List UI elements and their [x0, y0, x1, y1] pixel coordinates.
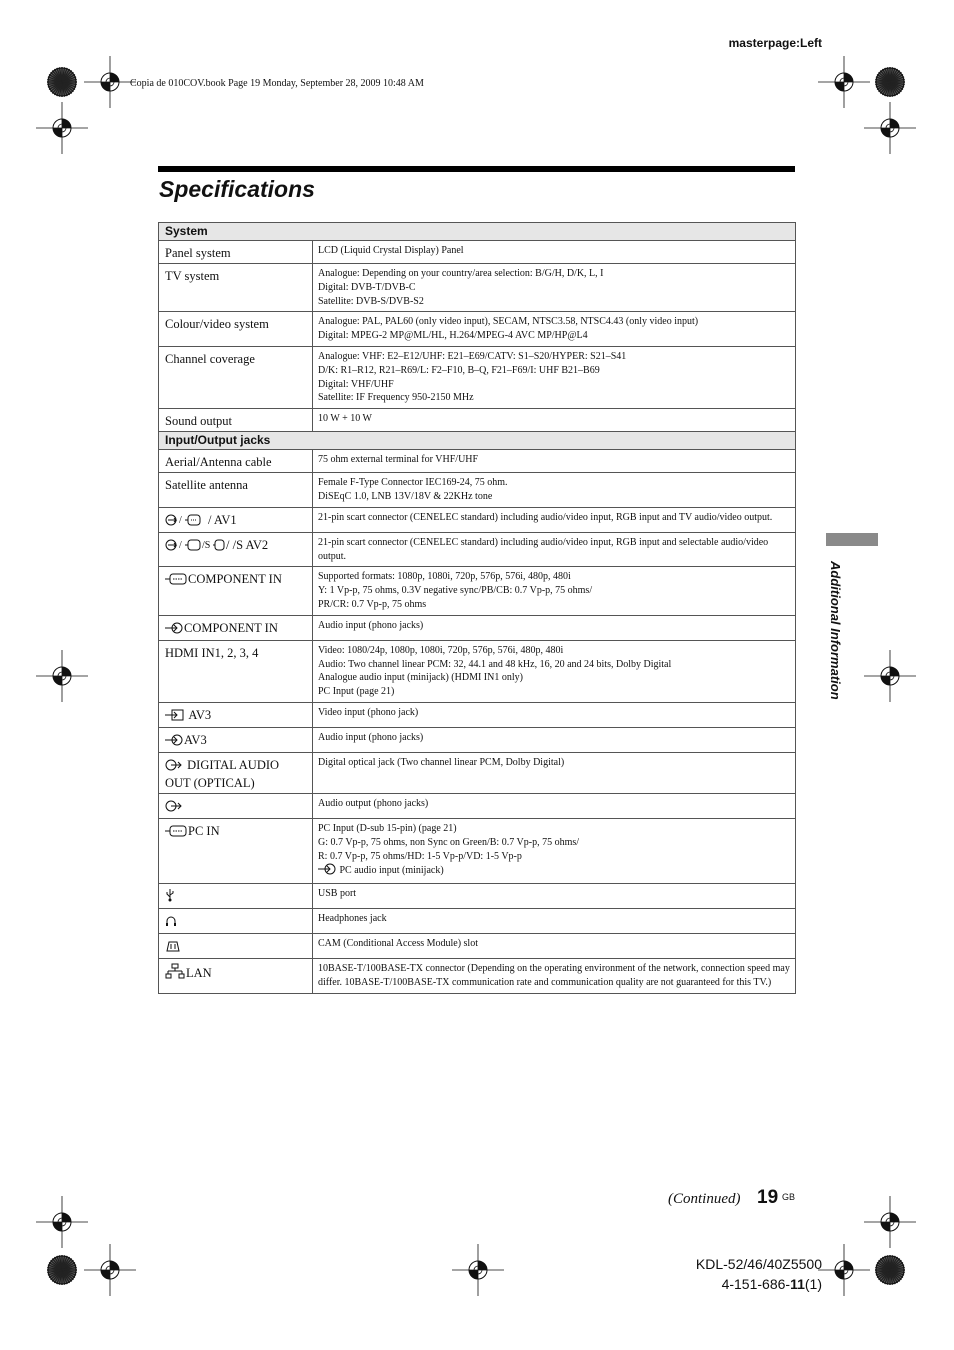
spec-row: [159, 702, 796, 727]
spec-label-text: DIGITAL AUDIO OUT (OPTICAL): [165, 757, 280, 790]
spec-value-line: PC audio input (minijack): [318, 863, 790, 880]
spec-label-text: / AV1: [208, 512, 237, 527]
spec-label: [159, 959, 313, 994]
spec-label: [159, 409, 313, 432]
spec-value-line: Supported formats: 1080p, 1080i, 720p, 576p, 576i, 480p, 480i: [318, 571, 571, 583]
spec-label: [159, 934, 313, 959]
section-title: Input/Output jacks: [159, 432, 796, 450]
pc-input-icon: [165, 825, 187, 841]
audio-output-icon: [165, 759, 183, 775]
spec-label-text: / /S AV2: [226, 537, 269, 552]
cam-slot-icon: [165, 940, 181, 956]
side-tab-label: Additional Information: [828, 561, 843, 700]
spec-label-text: PC IN: [188, 823, 220, 838]
spec-row: [159, 909, 796, 934]
spec-value-line: LCD (Liquid Crystal Display) Panel: [318, 245, 464, 256]
usb-icon: [165, 888, 175, 906]
spec-row: [159, 727, 796, 752]
spec-value: [313, 346, 796, 408]
registration-mark-icon: [84, 1244, 136, 1301]
spec-value-line: Audio output (phono jacks): [318, 797, 429, 809]
spec-value: [313, 909, 796, 934]
color-target-icon: [875, 1255, 905, 1290]
page-number: 19: [757, 1187, 779, 1208]
spec-value-line: 10 W + 10 W: [318, 413, 372, 425]
svg-text:/: /: [179, 539, 182, 551]
headphones-icon: [165, 915, 177, 931]
spec-label: [159, 346, 313, 408]
spec-value: [313, 567, 796, 615]
color-target-icon: [47, 1255, 77, 1290]
spec-value-line: Analogue: PAL, PAL60 (only video input), SECAM, NTSC3.58, NTSC4.43 (only video input): [318, 316, 699, 328]
spec-value-line: Satellite: IF Frequency 950-2150 MHz: [318, 392, 474, 404]
spec-row: [159, 818, 796, 883]
spec-value-line: Digital: DVB-T/DVB-C: [318, 281, 416, 293]
registration-mark-icon: [864, 650, 916, 707]
audio-output-icon: [165, 800, 183, 816]
spec-label: [159, 450, 313, 473]
scart-svideo-icon: [165, 539, 225, 555]
section-header-row: [159, 432, 796, 450]
part-number: 4-151-686-11(1): [721, 1276, 822, 1292]
spec-label: [159, 752, 313, 793]
spec-label: [159, 640, 313, 702]
spec-label: [159, 702, 313, 727]
spec-value-line: 21-pin scart connector (CENELEC standard) including audio/video input, RGB input and selectable audio/video output.: [318, 536, 769, 562]
spec-value: [313, 818, 796, 883]
spec-value-line: Analogue: VHF: E2–E12/UHF: E21–E69/CATV: S1–S20/HYPER: S21–S41: [318, 350, 627, 362]
spec-row: [159, 312, 796, 347]
spec-row: [159, 346, 796, 408]
spec-row: [159, 959, 796, 994]
spec-value-line: Video: 1080/24p, 1080p, 1080i, 720p, 576p, 576i, 480p, 480i: [318, 644, 564, 656]
spec-label-text: Colour/video system: [165, 317, 269, 332]
registration-mark-icon: [36, 650, 88, 707]
spec-label: [159, 615, 313, 640]
spec-value-line: PR/CR: 0.7 Vp-p, 75 ohms: [318, 598, 427, 610]
spec-row: [159, 409, 796, 432]
component-video-icon: [165, 573, 187, 589]
spec-value: [313, 312, 796, 347]
spec-value: [313, 702, 796, 727]
spec-value-line: Analogue audio input (minijack) (HDMI IN1 only): [318, 672, 523, 684]
specifications-table: [158, 222, 796, 994]
spec-label: [159, 727, 313, 752]
audio-input-icon: [165, 734, 183, 750]
spec-row: [159, 640, 796, 702]
spec-value-line: Analogue: Depending on your country/area selection: B/G/H, D/K, L, I: [318, 268, 604, 279]
spec-label-text: TV system: [165, 269, 220, 283]
spec-label: [159, 312, 313, 347]
spec-value: [313, 532, 796, 567]
spec-value-line: PC Input (D-sub 15-pin) (page 21): [318, 822, 457, 834]
spec-value-line: DiSEqC 1.0, LNB 13V/18V & 22KHz tone: [318, 490, 493, 502]
spec-label-text: AV3: [186, 707, 212, 722]
spec-value: [313, 752, 796, 793]
section-title: System: [159, 223, 796, 241]
scart-inout-icon: [165, 514, 207, 530]
spec-value-line: 21-pin scart connector (CENELEC standard) including audio/video input, RGB input and TV audio/video output.: [318, 511, 773, 523]
color-target-icon: [47, 67, 77, 102]
spec-value: [313, 640, 796, 702]
svg-text:/S: /S: [202, 539, 211, 551]
file-info: Copia de 010COV.book Page 19 Monday, September 28, 2009 10:48 AM: [130, 78, 424, 89]
spec-value-line: Digital: VHF/UHF: [318, 378, 394, 390]
video-input-icon: [165, 709, 185, 725]
side-tab: [826, 561, 848, 721]
spec-label-text: COMPONENT IN: [188, 572, 282, 587]
spec-value-line: CAM (Conditional Access Module) slot: [318, 938, 478, 950]
spec-row: [159, 507, 796, 532]
spec-label-text: Satellite antenna: [165, 478, 248, 493]
svg-text:/: /: [179, 514, 182, 526]
spec-value: [313, 450, 796, 473]
audio-input-icon: [165, 622, 183, 638]
spec-label: [159, 909, 313, 934]
registration-mark-icon: [36, 102, 88, 159]
spec-label-text: HDMI IN1, 2, 3, 4: [165, 645, 259, 660]
spec-value-line: 10BASE-T/100BASE-TX connector (Depending on the operating environment of the network, connection speed may differ. 10BASE-T/100BASE-TX communication rate and communication quality are not guaranteed for this TV.): [318, 963, 790, 988]
spec-value: [313, 959, 796, 994]
spec-value: [313, 727, 796, 752]
masterpage-label: masterpage:Left: [728, 36, 822, 50]
spec-label-text: Sound output: [165, 414, 233, 429]
spec-value: [313, 264, 796, 312]
spec-value: [313, 473, 796, 508]
registration-mark-icon: [36, 1196, 88, 1253]
spec-row: [159, 473, 796, 508]
registration-mark-icon: [864, 1196, 916, 1253]
color-target-icon: [875, 67, 905, 102]
section-header-row: [159, 223, 796, 241]
spec-value: [313, 934, 796, 959]
spec-label: [159, 884, 313, 909]
spec-value: [313, 409, 796, 432]
spec-value-line: Female F-Type Connector IEC169-24, 75 ohm.: [318, 477, 508, 489]
spec-value-line: R: 0.7 Vp-p, 75 ohms/HD: 1-5 Vp-p/VD: 1-5 Vp-p: [318, 850, 522, 862]
continued-label: (Continued): [668, 1191, 741, 1207]
spec-row: [159, 752, 796, 793]
spec-label: [159, 473, 313, 508]
spec-value: [313, 793, 796, 818]
spec-value-line: Digital optical jack (Two channel linear PCM, Dolby Digital): [318, 756, 565, 768]
spec-value-line: PC Input (page 21): [318, 686, 395, 698]
spec-value-line: Satellite: DVB-S/DVB-S2: [318, 295, 424, 307]
section-tab-marker: [826, 533, 878, 546]
registration-mark-icon: [84, 56, 136, 113]
spec-label-text: Aerial/Antenna cable: [165, 455, 272, 470]
spec-row: [159, 567, 796, 615]
spec-row: [159, 615, 796, 640]
spec-row: [159, 934, 796, 959]
title-rule: [158, 166, 795, 172]
spec-value-line: Headphones jack: [318, 913, 387, 925]
registration-mark-icon: [864, 102, 916, 159]
audio-input-icon: [318, 863, 336, 880]
spec-row: [159, 264, 796, 312]
spec-value: [313, 507, 796, 532]
registration-mark-icon: [818, 56, 870, 113]
spec-value-line: Audio: Two channel linear PCM: 32, 44.1 and 48 kHz, 16, 20 and 24 bits, Dolby Digital: [318, 658, 672, 670]
spec-value: [313, 884, 796, 909]
spec-label: [159, 818, 313, 883]
registration-mark-icon: [452, 1244, 504, 1301]
spec-row: [159, 241, 796, 264]
spec-value-line: Y: 1 Vp-p, 75 ohms, 0.3V negative sync/PB/CB: 0.7 Vp-p, 75 ohms/: [318, 585, 593, 597]
spec-label-text: LAN: [186, 966, 212, 981]
spec-value-line: D/K: R1–R12, R21–R69/L: F2–F10, B–Q, F21–F69/I: UHF B21–B69: [318, 364, 600, 376]
spec-value-line: Video input (phono jack): [318, 706, 419, 718]
spec-label: [159, 567, 313, 615]
spec-label-text: AV3: [184, 732, 207, 747]
page-title: Specifications: [159, 176, 315, 202]
spec-value: [313, 615, 796, 640]
spec-label: [159, 532, 313, 567]
spec-row: [159, 884, 796, 909]
spec-label: [159, 241, 313, 264]
spec-value: [313, 241, 796, 264]
spec-row: [159, 532, 796, 567]
page-suffix: GB: [782, 1192, 796, 1202]
spec-value-line: Audio input (phono jacks): [318, 731, 424, 743]
spec-value-line: G: 0.7 Vp-p, 75 ohms, non Sync on Green/B: 0.7 Vp-p, 75 ohms/: [318, 836, 580, 848]
spec-value-line: USB port: [318, 888, 357, 900]
spec-row: [159, 450, 796, 473]
spec-label: [159, 793, 313, 818]
lan-icon: [165, 963, 185, 983]
spec-label: [159, 507, 313, 532]
spec-label-text: Panel system: [165, 246, 231, 260]
spec-row: [159, 793, 796, 818]
spec-value-line: Audio input (phono jacks): [318, 619, 424, 631]
registration-mark-icon: [818, 1244, 870, 1301]
spec-value-line: Digital: MPEG-2 MP@ML/HL, H.264/MPEG-4 AVC MP/HP@L4: [318, 330, 588, 342]
spec-label: [159, 264, 313, 312]
spec-label-text: Channel coverage: [165, 351, 255, 366]
spec-label-text: COMPONENT IN: [184, 620, 278, 635]
model-number: KDL-52/46/40Z5500: [695, 1256, 822, 1272]
spec-value-line: 75 ohm external terminal for VHF/UHF: [318, 454, 479, 466]
